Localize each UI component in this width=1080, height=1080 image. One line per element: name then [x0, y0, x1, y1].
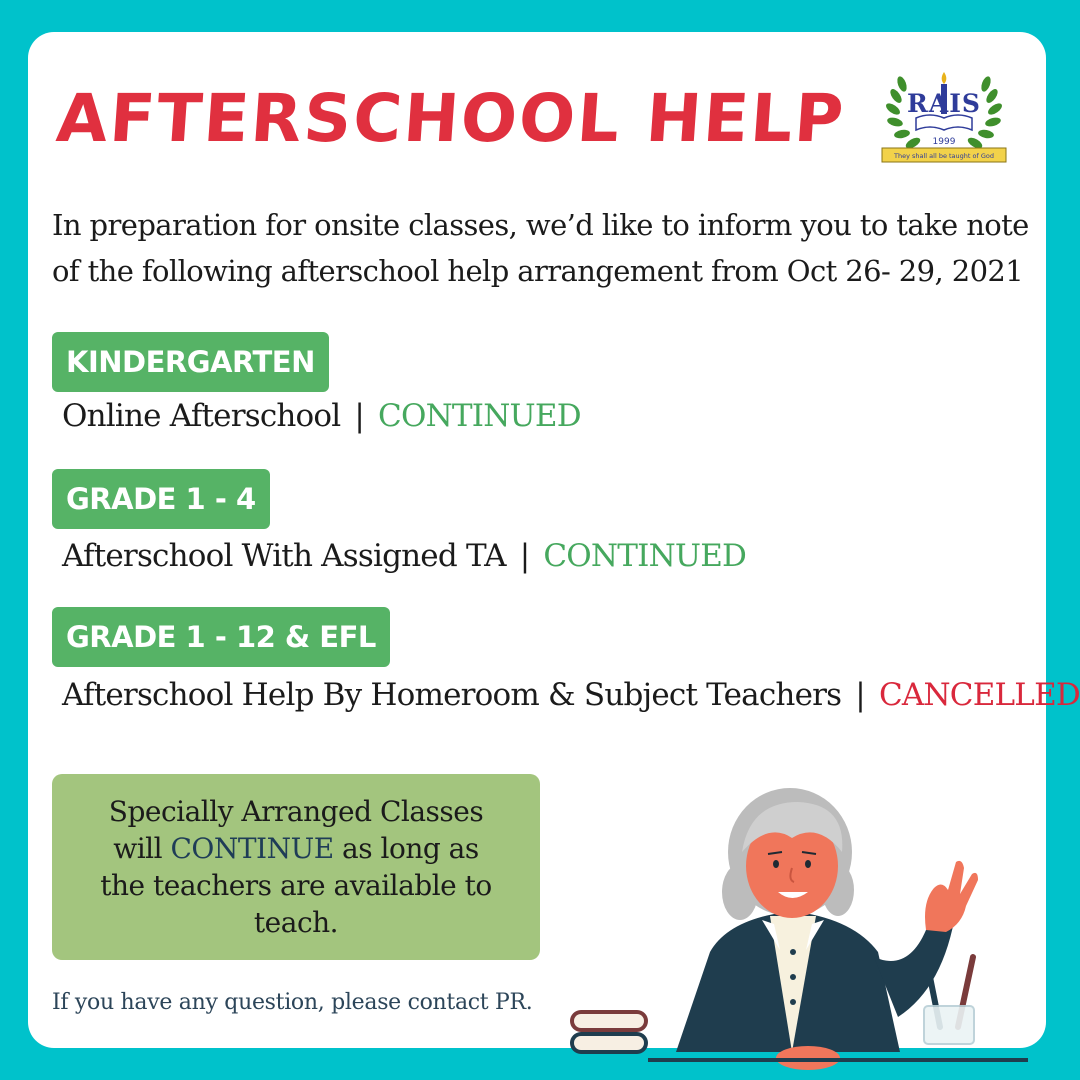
program-label: Online Afterschool	[62, 398, 341, 434]
row-grade-1-4	[62, 538, 746, 574]
school-logo-icon	[880, 68, 1008, 172]
row-grade-1-12-efl	[62, 677, 1080, 713]
status-badge: CONTINUED	[378, 398, 581, 434]
poster-card	[28, 32, 1080, 1048]
note-text	[96, 793, 496, 941]
note-text-after: as long as the teachers are available to teach.	[100, 832, 492, 939]
row-separator: |	[855, 677, 865, 713]
row-separator: |	[354, 398, 365, 434]
intro-text: In preparation for onsite classes, we’d like to inform you to take note of the following afterschool help arrangement from Oct 26- 29, 2021	[52, 208, 1029, 288]
logo-year: 1999	[932, 137, 956, 147]
row-separator: |	[519, 538, 530, 574]
note-highlight: CONTINUE	[170, 832, 334, 865]
tag-grade-1-4: GRADE 1 - 4	[52, 469, 270, 529]
contact-text: If you have any question, please contact PR.	[52, 990, 533, 1015]
program-label: Afterschool Help By Homeroom & Subject Teachers	[62, 677, 842, 713]
logo-letters: RAIS	[907, 89, 981, 118]
row-kindergarten	[62, 398, 581, 434]
page-title: AFTERSCHOOL HELP	[54, 80, 848, 157]
teacher-illustration-icon	[564, 788, 1024, 1080]
tag-kindergarten: KINDERGARTEN	[52, 332, 329, 392]
status-badge: CANCELLED	[878, 677, 1080, 713]
logo-motto: They shall all be taught of God	[893, 152, 995, 160]
note-text-before: Specially Arranged Classes will	[108, 795, 484, 865]
note-box	[52, 774, 540, 960]
tag-grade-1-12-efl: GRADE 1 - 12 & EFL	[52, 607, 390, 667]
status-badge: CONTINUED	[543, 538, 747, 574]
program-label: Afterschool With Assigned TA	[62, 538, 506, 574]
